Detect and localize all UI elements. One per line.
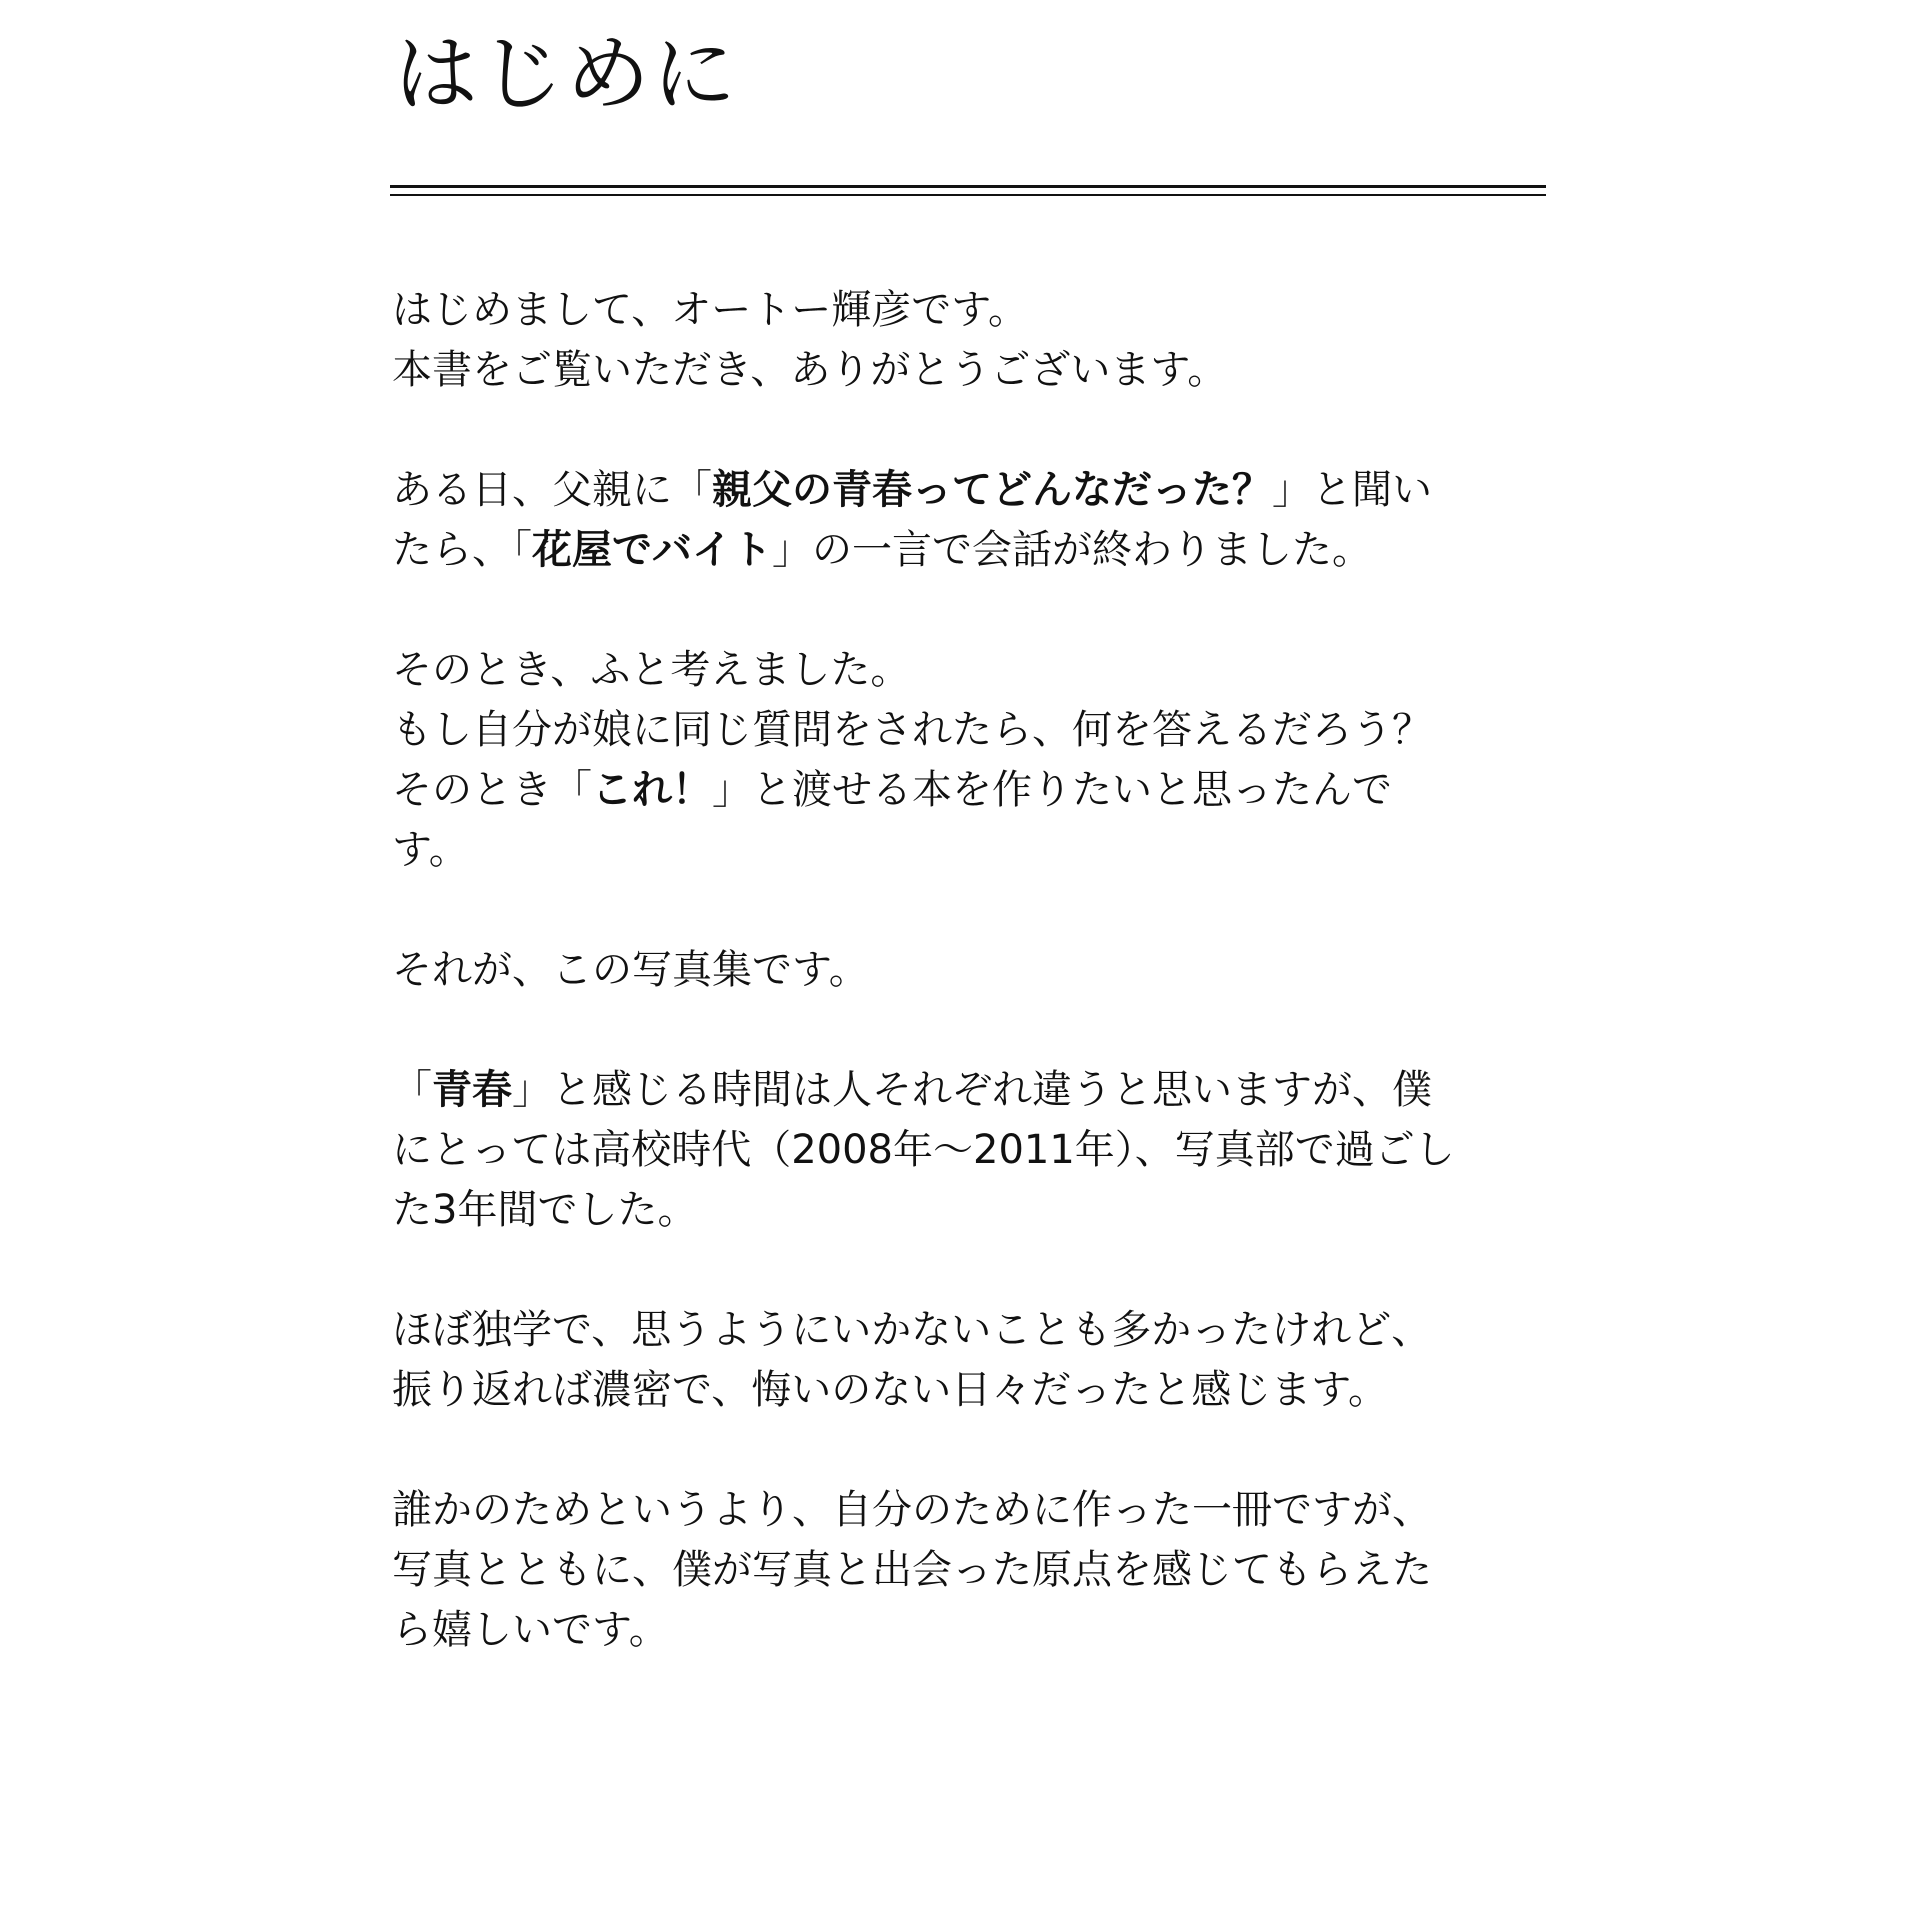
text-line: そのとき、ふと考えました。: [392, 647, 911, 693]
body-text: [392, 280, 1542, 1720]
text-line: 誰かのためというより、自分のために作った一冊ですが、: [392, 1487, 1432, 1533]
text-line: ら嬉しいです。: [392, 1607, 669, 1653]
paragraph-father-question: [392, 460, 1542, 580]
text-segment: 」と感じる時間は人それぞれ違うと思いますが、僕: [512, 1067, 1432, 1113]
emphasis-text: これ！: [592, 767, 712, 813]
emphasis-text: 青春: [432, 1067, 512, 1113]
paragraph-reflection: [392, 640, 1542, 880]
text-segment: そのとき「: [392, 767, 592, 813]
text-segment: たら、「: [392, 527, 532, 573]
text-line: 本書をご覧いただき、ありがとうございます。: [392, 347, 1228, 393]
paragraph-greeting: [392, 280, 1542, 400]
text-line: [392, 760, 1542, 820]
title-divider: [390, 185, 1546, 188]
text-line: 振り返れば濃密で、悔いのない日々だったと感じます。: [392, 1367, 1388, 1413]
text-line: [392, 1060, 1542, 1120]
text-line: はじめまして、オートー輝彦です。: [392, 287, 1028, 333]
text-segment: 」と渡せる本を作りたいと思ったんで: [712, 767, 1392, 813]
text-line: それが、この写真集です。: [392, 947, 869, 993]
text-line: 写真とともに、僕が写真と出会った原点を感じてもらえた: [392, 1547, 1432, 1593]
text-line: [392, 520, 1542, 580]
paragraph-photobook: [392, 940, 1542, 1000]
text-segment: ある日、父親に「: [392, 467, 712, 513]
page-title: はじめに: [394, 25, 739, 123]
text-line: もし自分が娘に同じ質問をされたら、何を答えるだろう？: [392, 707, 1432, 753]
document-page: [390, 0, 1550, 1920]
text-segment: 」と聞い: [1272, 467, 1432, 513]
paragraph-youth: [392, 1060, 1542, 1240]
text-segment: 「: [392, 1067, 432, 1113]
paragraph-closing: [392, 1480, 1542, 1660]
paragraph-self-taught: [392, 1300, 1542, 1420]
text-line: にとっては高校時代（2008年〜2011年）、写真部で過ごし: [392, 1127, 1455, 1173]
text-line: す。: [392, 827, 469, 873]
emphasis-text: 親父の青春ってどんなだった？: [712, 467, 1272, 513]
text-segment: 」の一言で会話が終わりました。: [772, 527, 1372, 573]
text-line: ほぼ独学で、思うようにいかないことも多かったけれど、: [392, 1307, 1432, 1353]
title-divider-secondary: [390, 194, 1546, 196]
emphasis-text: 花屋でバイト: [532, 527, 772, 573]
text-line: た3年間でした。: [392, 1187, 698, 1233]
text-line: [392, 460, 1542, 520]
